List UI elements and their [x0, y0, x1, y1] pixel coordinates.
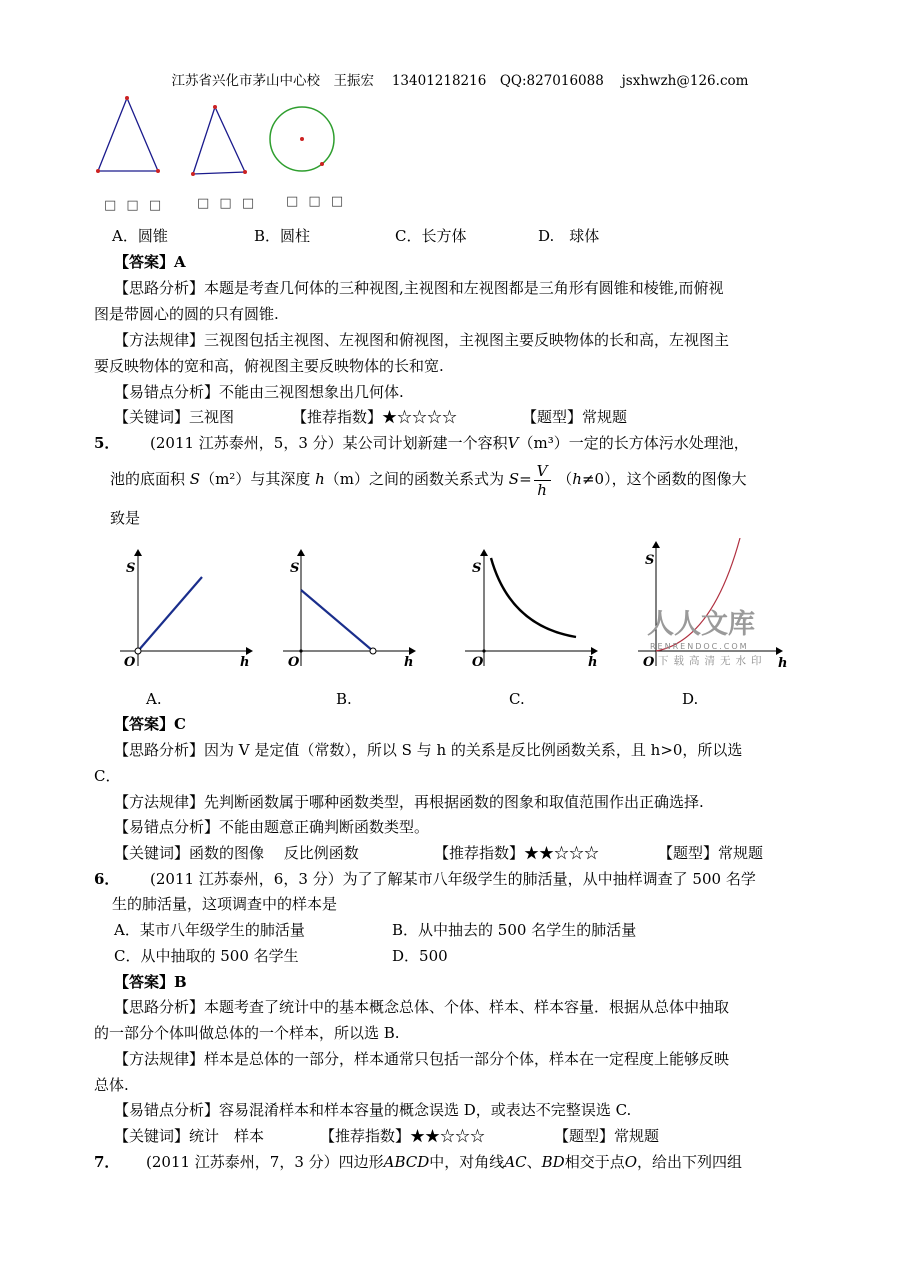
front-view-label: □ □ □	[104, 198, 165, 213]
q6-method-text: 样本是总体的一部分，样本通常只包括一部分个体，样本在一定程度上能够反映	[204, 1050, 730, 1068]
var-s: S	[189, 470, 201, 488]
q5-answer-value: C	[174, 715, 186, 733]
graph-b-open-point	[370, 648, 376, 654]
q4-error	[114, 382, 404, 402]
q6-answer-value: B	[174, 973, 187, 991]
q5-keyword-row	[114, 843, 359, 863]
q5-stem-1: (2011 江苏泰州，5，3 分）某公司计划新建一个容积	[150, 434, 508, 452]
q5-type-text: 常规题	[718, 844, 764, 862]
graph-a-origin-label: O	[124, 655, 136, 670]
q5-line1	[150, 433, 749, 453]
graph-c-hyperbola	[491, 558, 576, 637]
fraction-v-over-h	[534, 462, 551, 499]
q5-keyword-label: 【关键词】	[114, 844, 190, 862]
side-view-point	[213, 105, 217, 109]
q6-error-label: 【易错点分析】	[114, 1101, 220, 1119]
q5-rec-label: 【推荐指数】	[434, 844, 525, 862]
q5-number: 5．	[94, 434, 120, 452]
q5-analysis-line2: C．	[94, 767, 121, 785]
top-view-edge-point	[320, 162, 324, 166]
graph-c-origin-label: O	[472, 655, 484, 670]
q4-type-text: 常规题	[582, 408, 628, 426]
front-view-triangle	[98, 98, 158, 171]
unit-m3: （m³）一定的长方体污水处理池，	[518, 434, 749, 452]
q4-method-label: 【方法规律】	[114, 331, 205, 349]
q4-error-text: 不能由三视图想象出几何体.	[219, 383, 404, 401]
graph-label-d: D.	[682, 690, 699, 708]
q4-analysis-line2: 图是带圆心的圆的只有圆锥.	[94, 305, 279, 323]
q4-analysis-text: 本题是考查几何体的三种视图,主视图和左视图都是三角形有圆锥和棱锥,而俯视	[204, 279, 724, 297]
q4-rec	[292, 407, 457, 427]
q4-analysis-label: 【思路分析】	[114, 279, 205, 297]
graph-b-origin-label: O	[288, 655, 300, 670]
top-view-label: □ □ □	[286, 194, 347, 209]
q6-rec-stars: ★★☆☆☆	[410, 1127, 486, 1145]
q5-answer	[114, 714, 186, 734]
q5-answer-label: 【答案】	[114, 715, 175, 733]
front-view-point	[96, 169, 100, 173]
graph-d-h-label: h	[778, 656, 788, 671]
q5-method-label: 【方法规律】	[114, 793, 205, 811]
graph-c	[465, 550, 597, 670]
graph-c-h-label: h	[588, 655, 598, 670]
q5-analysis-text: 因为 V 是定值（常数），所以 S 与 h 的关系是反比例函数关系，且 h>0，所以选	[204, 741, 743, 759]
q6-stem-2: 生的肺活量，这项调查中的样本是	[112, 895, 338, 913]
q6-analysis-line2: 的一部分个体叫做总体的一个样本，所以选 B.	[94, 1024, 400, 1042]
q4-analysis-line1	[114, 278, 724, 298]
q5-error-text: 不能由题意正确判断函数类型。	[219, 818, 430, 836]
graph-a-line	[138, 577, 202, 651]
q6-answer-label: 【答案】	[114, 973, 175, 991]
q6-type-text: 常规题	[614, 1127, 660, 1145]
q5-line2	[110, 460, 747, 499]
graph-a-open-origin	[135, 648, 141, 654]
side-view-label: □ □ □	[197, 196, 258, 211]
graph-a	[120, 550, 252, 670]
q5-rec-stars: ★★☆☆☆	[524, 844, 600, 862]
unit-m2: （m²）与其深度	[200, 470, 311, 488]
q6-error	[114, 1100, 631, 1120]
graph-c-origin-dot	[482, 649, 485, 652]
q7-stem-1: (2011 江苏泰州，7，3 分）四边形	[146, 1153, 384, 1171]
condition-open: （	[557, 470, 573, 488]
q5-analysis-line1	[114, 740, 742, 760]
q4-method-text: 三视图包括主视图、左视图和俯视图，主视图主要反映物体的长和高，左视图主	[204, 331, 730, 349]
q7-sep: 、	[526, 1153, 542, 1171]
q4-keyword-row	[114, 407, 234, 427]
q7-ac: AC	[504, 1153, 527, 1171]
q4-answer-label: 【答案】	[114, 253, 175, 271]
graph-b-origin-dot	[299, 649, 302, 652]
q6-option-c: C．从中抽取的 500 名学生	[114, 947, 299, 965]
q6-error-text: 容易混淆样本和样本容量的概念误选 D，或表达不完整误选 C.	[219, 1101, 632, 1119]
fraction-numerator: V	[534, 462, 551, 481]
front-view-point	[125, 96, 129, 100]
side-view-triangle	[193, 107, 245, 174]
graph-a-h-label: h	[240, 655, 250, 670]
side-view-point	[191, 172, 195, 176]
q5-type-label: 【题型】	[658, 844, 719, 862]
q7-o: O	[624, 1153, 638, 1171]
q5-line3: 致是	[110, 509, 141, 527]
q6-rec-label: 【推荐指数】	[320, 1127, 411, 1145]
q4-option-c: C．长方体	[395, 227, 467, 245]
q4-error-label: 【易错点分析】	[114, 383, 220, 401]
q4-keyword-label: 【关键词】	[114, 408, 190, 426]
q4-method-line2: 要反映物体的宽和高，俯视图主要反映物体的长和宽.	[94, 357, 444, 375]
q6-keyword-label: 【关键词】	[114, 1127, 190, 1145]
front-view-point	[156, 169, 160, 173]
q4-keyword-text: 三视图	[189, 408, 235, 426]
fraction-denominator: h	[537, 480, 547, 499]
q7-stem	[146, 1152, 742, 1172]
condition-rest: ≠0），这个函数的图像大	[581, 470, 747, 488]
graph-b-h-label: h	[404, 655, 414, 670]
q6-keyword-row	[114, 1126, 264, 1146]
q4-rec-label: 【推荐指数】	[292, 408, 383, 426]
q5-analysis-label: 【思路分析】	[114, 741, 205, 759]
graph-a-s-label: S	[126, 561, 136, 576]
q5-stem-2: 池的底面积	[110, 470, 186, 488]
q5-error	[114, 817, 429, 837]
page-header: 江苏省兴化市茅山中心校 王振宏 13401218216 QQ:827016088 jsxhwzh@126.com	[171, 73, 749, 89]
watermark-subtitle: 下载高清无水印	[658, 655, 767, 667]
q6-method-line1	[114, 1049, 729, 1069]
q4-answer-value: A	[174, 253, 186, 271]
q4-answer	[114, 252, 186, 272]
q6-option-a: A．某市八年级学生的肺活量	[114, 921, 305, 939]
graph-c-s-label: S	[472, 561, 482, 576]
watermark-title: 人人文库	[647, 609, 755, 640]
q4-option-b: B．圆柱	[254, 227, 311, 245]
q7-number: 7．	[94, 1153, 120, 1171]
q6-option-b: B．从中抽去的 500 名学生的肺活量	[392, 921, 637, 939]
q7-abcd: ABCD	[383, 1153, 430, 1171]
q4-rec-stars: ★☆☆☆☆	[382, 408, 458, 426]
three-view-figure	[90, 92, 350, 182]
q7-bd: BD	[541, 1153, 565, 1171]
graph-b-s-label: S	[290, 561, 300, 576]
q4-option-d: D. 球体	[538, 227, 600, 245]
q6-analysis-line1	[114, 997, 729, 1017]
graph-label-b: B.	[336, 690, 352, 708]
q7-stem-2: 中，对角线	[429, 1153, 505, 1171]
watermark-url: RENRENDOC.COM	[650, 642, 749, 651]
q4-option-a: A．圆锥	[112, 227, 168, 245]
q6-type	[554, 1126, 659, 1146]
q7-stem-4: ，给出下列四组	[637, 1153, 743, 1171]
top-view-center	[300, 137, 304, 141]
q6-type-label: 【题型】	[554, 1127, 615, 1145]
q5-method	[114, 792, 704, 812]
q6-analysis-label: 【思路分析】	[114, 998, 205, 1016]
graph-d-s-label: S	[645, 553, 655, 568]
q6-answer	[114, 972, 187, 992]
condition-h: h	[572, 470, 582, 488]
q4-type-label: 【题型】	[522, 408, 583, 426]
q4-type	[522, 407, 627, 427]
q5-keyword-text: 函数的图像 反比例函数	[189, 844, 359, 862]
side-view-point	[243, 170, 247, 174]
equation-lhs: S=	[508, 470, 532, 488]
graph-label-c: C.	[509, 690, 525, 708]
q7-stem-3: 相交于点	[564, 1153, 625, 1171]
graph-d-origin-label: O	[643, 655, 655, 670]
graph-label-a: A.	[146, 690, 162, 708]
q5-type	[658, 843, 763, 863]
q4-method-line1	[114, 330, 729, 350]
q6-stem-1: (2011 江苏泰州，6，3 分）为了了解某市八年级学生的肺活量，从中抽样调查了 500 名学	[150, 870, 756, 888]
q6-number: 6．	[94, 870, 120, 888]
q6-option-d: D．500	[392, 947, 448, 965]
q6-analysis-text: 本题考查了统计中的基本概念总体、个体、样本、样本容量．根据从总体中抽取	[204, 998, 730, 1016]
q5-error-label: 【易错点分析】	[114, 818, 220, 836]
var-h: h	[315, 470, 325, 488]
q5-rec	[434, 843, 599, 863]
q6-method-label: 【方法规律】	[114, 1050, 205, 1068]
unit-m: （m）之间的函数关系式为	[324, 470, 505, 488]
graph-b-line	[301, 590, 373, 651]
q6-method-line2: 总体.	[94, 1076, 129, 1094]
graph-b	[283, 550, 415, 670]
var-v: V	[507, 434, 519, 452]
q6-rec	[320, 1126, 485, 1146]
q5-method-text: 先判断函数属于哪种函数类型，再根据函数的图象和取值范围作出正确选择.	[204, 793, 704, 811]
q6-keyword-text: 统计 样本	[189, 1127, 265, 1145]
